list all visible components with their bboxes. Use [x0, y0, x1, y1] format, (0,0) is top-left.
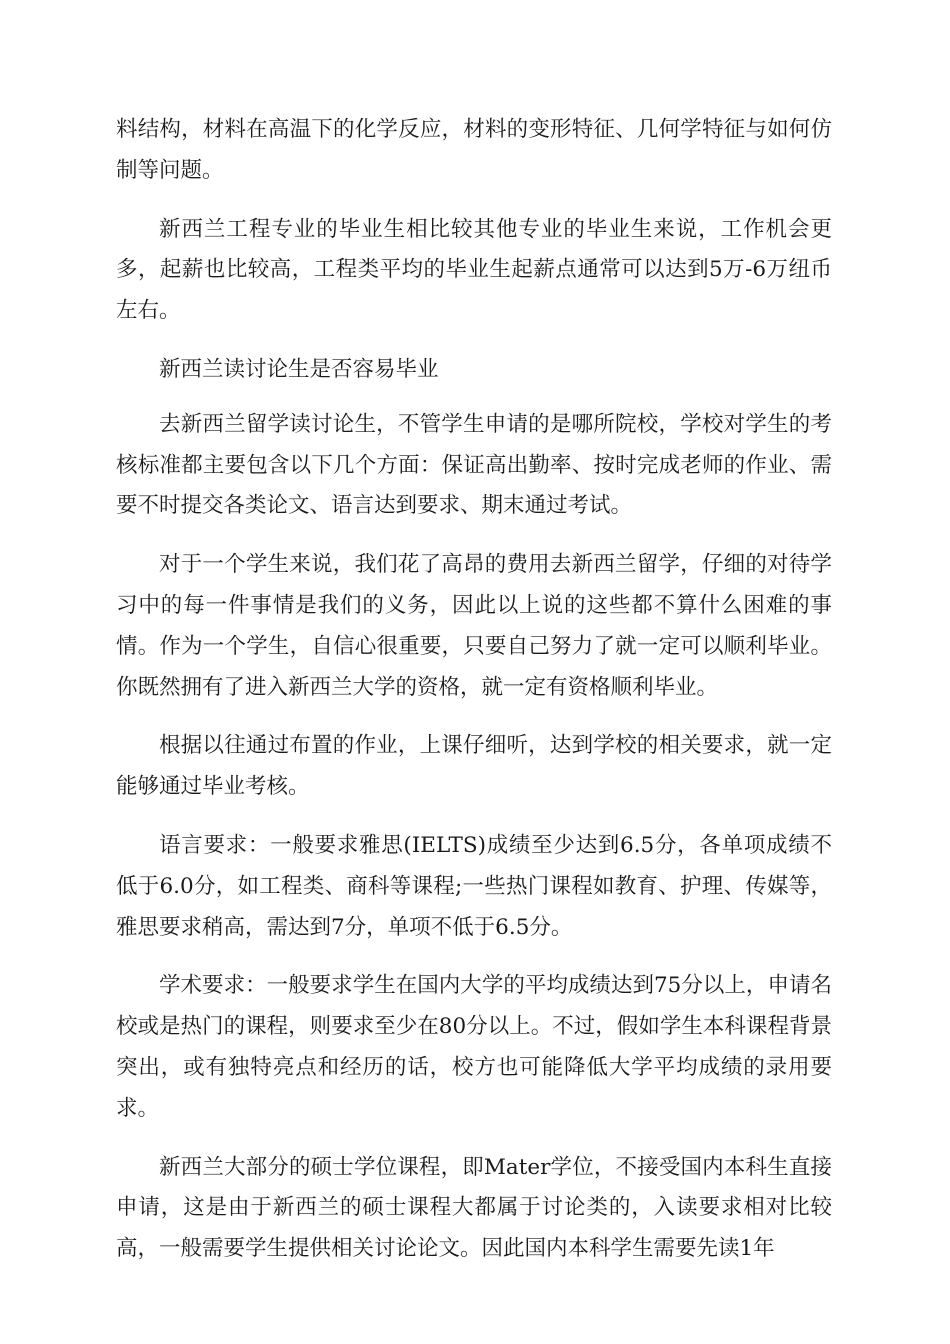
paragraph-language-requirements: 语言要求：一般要求雅思(IELTS)成绩至少达到6.5分，各单项成绩不低于6.0分，如工程类、商科等课程;一些热门课程如教育、护理、传媒等，雅思要求稍高，需达到7分，单项不低于6.5分。 [116, 832, 832, 940]
paragraph-student-attitude: 对于一个学生来说，我们花了高昂的费用去新西兰留学，仔细的对待学习中的每一件事情是我们的义务，因此以上说的这些都不算什么困难的事情。作为一个学生，自信心很重要，只要自己努力了就一定可以顺利毕业。你既然拥有了进入新西兰大学的资格，就一定有资格顺利毕业。 [116, 552, 832, 700]
paragraph-engineering-salary: 新西兰工程专业的毕业生相比较其他专业的毕业生来说，工作机会更多，起薪也比较高，工程类平均的毕业生起薪点通常可以达到5万-6万纽币左右。 [116, 216, 832, 324]
document-body [116, 110, 832, 1288]
paragraph-academic-requirements: 学术要求：一般要求学生在国内大学的平均成绩达到75分以上，申请名校或是热门的课程，则要求至少在80分以上。不过，假如学生本科课程背景突出，或有独特亮点和经历的话，校方也可能降低大学平均成绩的录用要求。 [116, 973, 832, 1121]
paragraph-assessment-standards: 去新西兰留学读讨论生，不管学生申请的是哪所院校，学校对学生的考核标准都主要包含以下几个方面：保证高出勤率、按时完成老师的作业、需要不时提交各类论文、语言达到要求、期末通过考试。 [116, 411, 832, 519]
paragraph-continuation: 料结构，材料在高温下的化学反应，材料的变形特征、几何学特征与如何仿制等问题。 [116, 117, 832, 183]
section-heading-graduation: 新西兰读讨论生是否容易毕业 [159, 356, 439, 382]
paragraph-graduation-assessment: 根据以往通过布置的作业，上课仔细听，达到学校的相关要求，就一定能够通过毕业考核。 [116, 733, 832, 800]
paragraph-masters-degree: 新西兰大部分的硕士学位课程，即Mater学位，不接受国内本科生直接申请，这是由于新西兰的硕士课程大都属于讨论类的，入读要求相对比较高，一般需要学生提供相关讨论论文。因此国内本科学生需要先读1年 [116, 1154, 832, 1262]
